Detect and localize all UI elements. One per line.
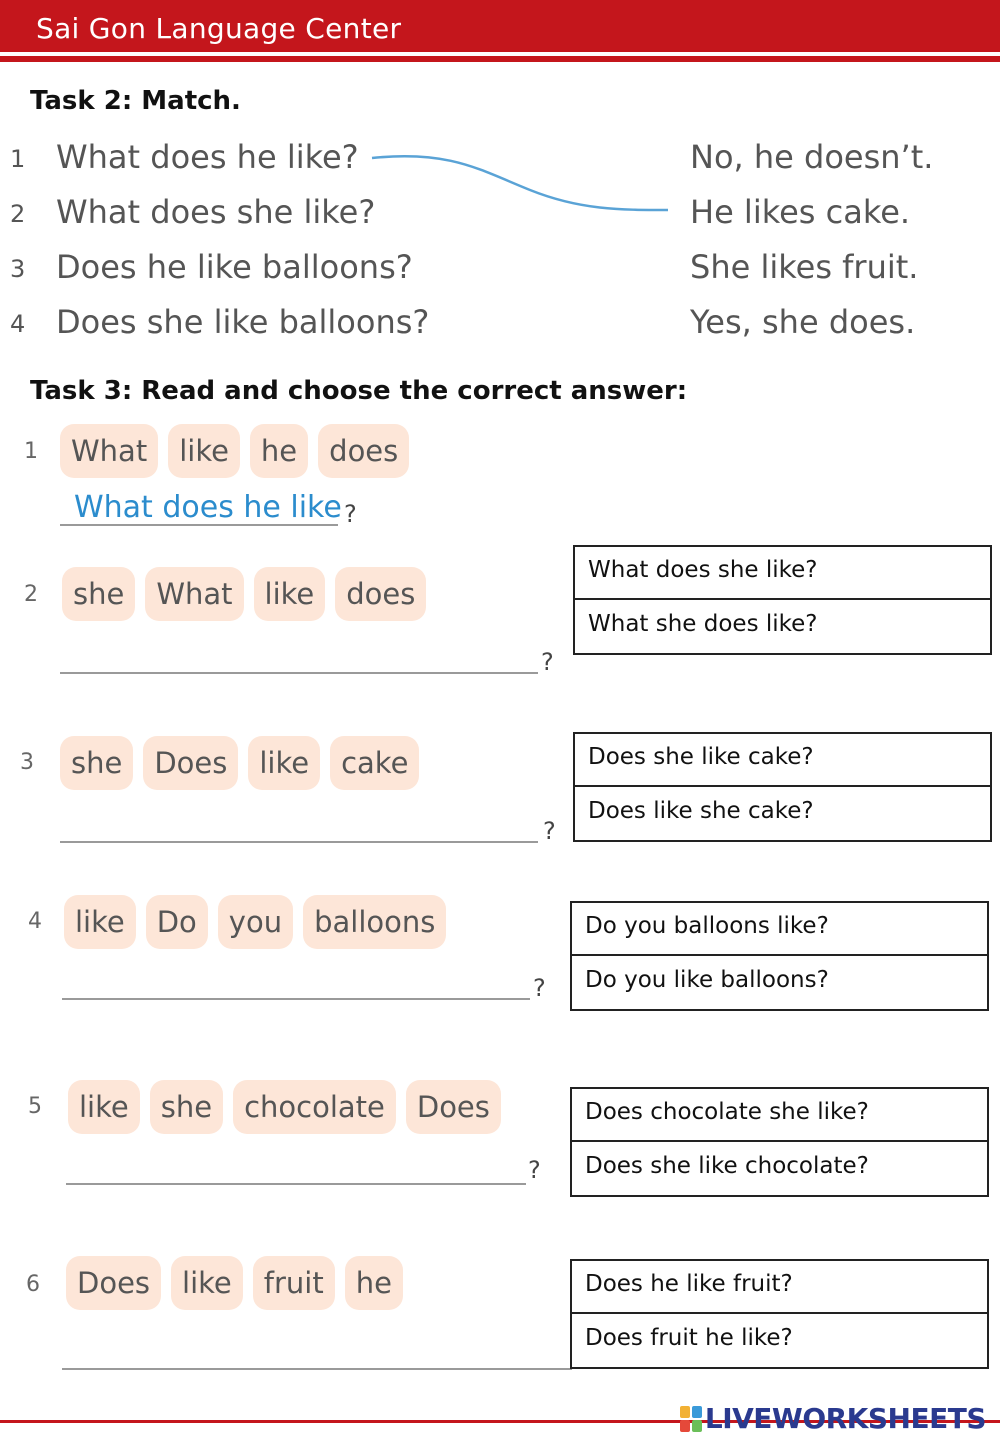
word-chips	[64, 895, 446, 949]
word-chip: like	[168, 424, 240, 478]
option-b[interactable]: Do you like balloons?	[585, 967, 829, 993]
match-question: Does he like balloons?	[56, 248, 413, 286]
question-mark: ?	[541, 648, 554, 676]
match-question-number: 3	[10, 255, 26, 283]
question-mark: ?	[543, 817, 556, 845]
answer-options	[573, 545, 992, 655]
answer-options	[570, 1259, 989, 1369]
example-answer: What does he like	[74, 490, 342, 525]
match-answer: No, he doesn’t.	[690, 138, 934, 176]
match-answer: Yes, she does.	[690, 303, 916, 341]
word-chip: you	[218, 895, 293, 949]
question-mark: ?	[528, 1156, 541, 1184]
question-mark: ?	[344, 500, 357, 528]
word-chip: Does	[143, 736, 238, 790]
word-chip: does	[318, 424, 409, 478]
option-a[interactable]: Do you balloons like?	[572, 903, 987, 956]
item-number: 3	[20, 750, 34, 775]
word-chip: Do	[146, 895, 208, 949]
header-title: Sai Gon Language Center	[36, 12, 402, 45]
answer-line	[60, 841, 538, 843]
example-match-connector	[360, 145, 680, 225]
option-b[interactable]: What she does like?	[588, 611, 818, 637]
word-chip: she	[60, 736, 133, 790]
word-chip: Does	[406, 1080, 501, 1134]
item-number: 5	[28, 1094, 42, 1119]
task3-title: Task 3: Read and choose the correct answer:	[30, 376, 688, 406]
task2-title: Task 2: Match.	[30, 86, 241, 116]
word-chip: like	[68, 1080, 140, 1134]
word-chip: like	[171, 1256, 243, 1310]
word-chip: she	[62, 567, 135, 621]
word-chip: like	[254, 567, 326, 621]
option-a[interactable]: Does she like cake?	[575, 734, 990, 787]
match-answer: He likes cake.	[690, 193, 911, 231]
word-chip: he	[250, 424, 308, 478]
word-chip: What	[145, 567, 243, 621]
option-a[interactable]: Does he like fruit?	[572, 1261, 987, 1314]
answer-options	[573, 732, 992, 842]
word-chip: she	[150, 1080, 223, 1134]
match-question: What does she like?	[56, 193, 376, 231]
item-number: 2	[24, 582, 38, 607]
match-question: What does he like?	[56, 138, 359, 176]
item-number: 6	[26, 1272, 40, 1297]
word-chip: balloons	[303, 895, 446, 949]
liveworksheets-logo	[680, 1402, 986, 1435]
word-chip: does	[335, 567, 426, 621]
word-chip: like	[248, 736, 320, 790]
answer-line	[66, 1183, 526, 1185]
match-question-number: 4	[10, 310, 26, 338]
word-chips	[60, 424, 409, 478]
option-b[interactable]: Does she like chocolate?	[585, 1153, 869, 1179]
word-chip: he	[345, 1256, 403, 1310]
option-a[interactable]: What does she like?	[575, 547, 990, 600]
match-answer: She likes fruit.	[690, 248, 919, 286]
header-divider	[0, 56, 1000, 62]
answer-line	[62, 998, 530, 1000]
option-b[interactable]: Does fruit he like?	[585, 1325, 793, 1351]
option-b[interactable]: Does like she cake?	[588, 798, 814, 824]
answer-line	[60, 524, 338, 526]
word-chip: like	[64, 895, 136, 949]
question-mark: ?	[533, 974, 546, 1002]
answer-line	[62, 1368, 572, 1370]
word-chips	[68, 1080, 501, 1134]
word-chip: cake	[330, 736, 419, 790]
word-chips	[62, 567, 426, 621]
logo-text: LIVEWORKSHEETS	[704, 1402, 986, 1435]
word-chip: fruit	[253, 1256, 335, 1310]
item-number: 4	[28, 909, 42, 934]
answer-options	[570, 1087, 989, 1197]
answer-line	[60, 672, 538, 674]
liveworksheets-logo-icon	[680, 1406, 702, 1432]
item-number: 1	[24, 439, 38, 464]
match-question-number: 2	[10, 200, 26, 228]
word-chips	[60, 736, 419, 790]
word-chip: What	[60, 424, 158, 478]
match-question-number: 1	[10, 145, 26, 173]
answer-options	[570, 901, 989, 1011]
word-chip: chocolate	[233, 1080, 396, 1134]
word-chip: Does	[66, 1256, 161, 1310]
option-a[interactable]: Does chocolate she like?	[572, 1089, 987, 1142]
match-question: Does she like balloons?	[56, 303, 430, 341]
word-chips	[66, 1256, 403, 1310]
